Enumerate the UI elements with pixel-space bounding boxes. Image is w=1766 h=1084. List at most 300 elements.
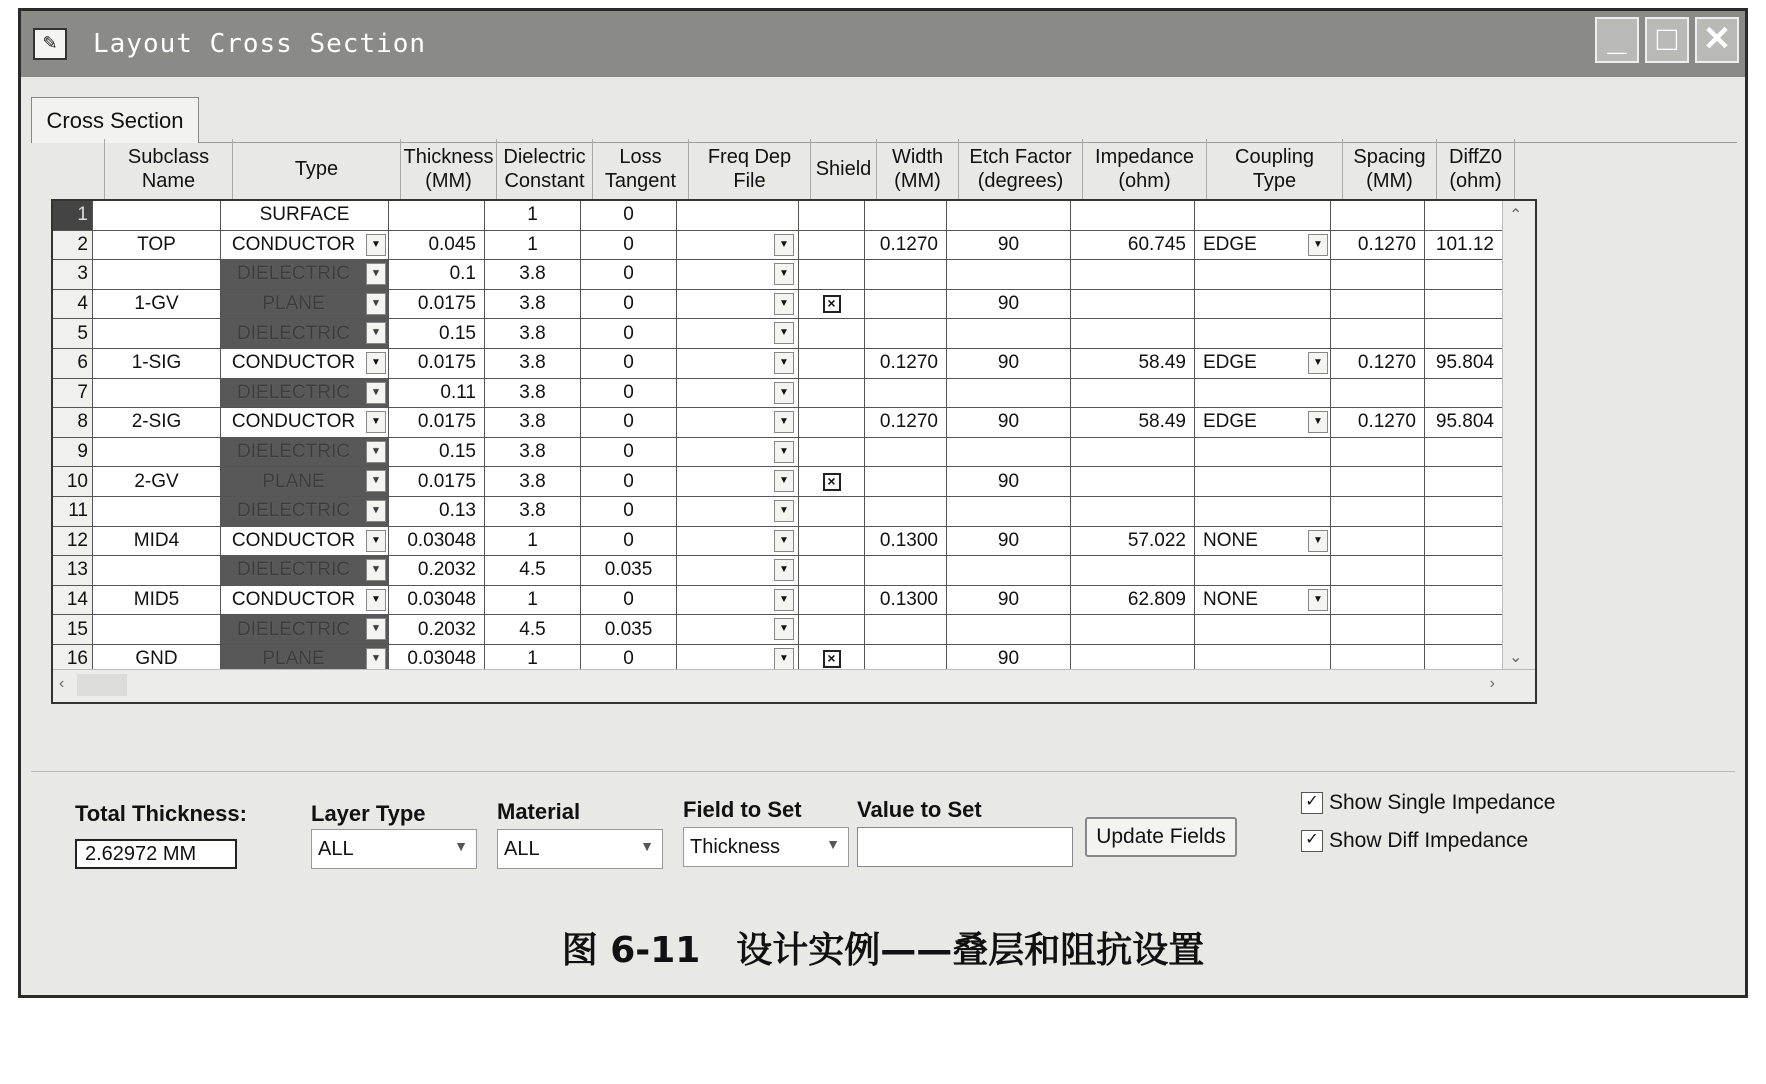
cell-freq[interactable] bbox=[677, 615, 799, 644]
table-row[interactable] bbox=[53, 290, 1503, 320]
cell-impedance[interactable] bbox=[1071, 379, 1195, 408]
cell-dielectric[interactable] bbox=[485, 319, 581, 348]
cell-etch[interactable] bbox=[947, 260, 1071, 289]
chevron-down-icon[interactable]: ▼ bbox=[1308, 530, 1328, 552]
cell-subclass[interactable] bbox=[93, 497, 221, 526]
chevron-down-icon[interactable]: ▼ bbox=[366, 293, 386, 315]
cell-type[interactable] bbox=[221, 290, 389, 319]
cell-coupling[interactable] bbox=[1195, 408, 1331, 437]
cell-freq[interactable] bbox=[677, 290, 799, 319]
update-fields-button[interactable]: Update Fields bbox=[1085, 817, 1237, 857]
cell-type[interactable] bbox=[221, 260, 389, 289]
cell-loss[interactable] bbox=[581, 349, 677, 378]
vertical-scrollbar[interactable] bbox=[1502, 201, 1535, 671]
cell-spacing[interactable] bbox=[1331, 319, 1425, 348]
cell-num bbox=[53, 438, 93, 467]
cell-subclass[interactable] bbox=[93, 290, 221, 319]
cell-text-width: 0.1270 bbox=[879, 233, 938, 255]
cell-subclass[interactable] bbox=[93, 556, 221, 585]
chevron-down-icon[interactable]: ▼ bbox=[774, 234, 794, 256]
table-row[interactable] bbox=[53, 201, 1503, 231]
chevron-down-icon[interactable]: ▼ bbox=[366, 500, 386, 522]
cell-shield[interactable] bbox=[799, 467, 865, 496]
cell-diffz0[interactable] bbox=[1425, 527, 1503, 556]
cell-freq[interactable] bbox=[677, 201, 799, 230]
cell-etch[interactable] bbox=[947, 408, 1071, 437]
cell-shield[interactable] bbox=[799, 556, 865, 585]
cell-type[interactable] bbox=[221, 408, 389, 437]
title-bar[interactable] bbox=[21, 11, 1745, 77]
table-row[interactable] bbox=[53, 586, 1503, 616]
cell-coupling[interactable] bbox=[1195, 527, 1331, 556]
chevron-down-icon[interactable]: ▼ bbox=[774, 500, 794, 522]
cell-subclass[interactable] bbox=[93, 586, 221, 615]
chevron-down-icon[interactable]: ▼ bbox=[366, 382, 386, 404]
cell-text-type: PLANE bbox=[262, 470, 325, 492]
cell-width[interactable] bbox=[865, 556, 947, 585]
cell-coupling[interactable] bbox=[1195, 586, 1331, 615]
cell-type[interactable] bbox=[221, 319, 389, 348]
table-row[interactable] bbox=[53, 319, 1503, 349]
cell-subclass[interactable] bbox=[93, 231, 221, 260]
table-row[interactable] bbox=[53, 438, 1503, 468]
cell-text-coupling: NONE bbox=[1203, 529, 1258, 551]
cell-etch[interactable] bbox=[947, 290, 1071, 319]
cell-subclass[interactable] bbox=[93, 408, 221, 437]
table-row[interactable] bbox=[53, 556, 1503, 586]
column-header-loss[interactable]: Loss Tangent bbox=[593, 139, 689, 199]
chevron-down-icon[interactable]: ▼ bbox=[774, 589, 794, 611]
cell-diffz0[interactable] bbox=[1425, 319, 1503, 348]
field-to-set-select[interactable] bbox=[683, 827, 849, 867]
cell-type[interactable] bbox=[221, 586, 389, 615]
column-header-diffz0[interactable]: DiffZ0 (ohm) bbox=[1437, 139, 1515, 199]
cell-subclass[interactable] bbox=[93, 319, 221, 348]
cell-thickness[interactable] bbox=[389, 349, 485, 378]
cell-thickness[interactable] bbox=[389, 497, 485, 526]
cell-width[interactable] bbox=[865, 438, 947, 467]
cell-width[interactable] bbox=[865, 586, 947, 615]
cell-shield[interactable] bbox=[799, 527, 865, 556]
cell-shield[interactable] bbox=[799, 231, 865, 260]
cell-loss[interactable] bbox=[581, 201, 677, 230]
horizontal-scrollbar[interactable] bbox=[53, 669, 1535, 702]
cell-loss[interactable] bbox=[581, 527, 677, 556]
table-row[interactable] bbox=[53, 615, 1503, 645]
cell-dielectric[interactable] bbox=[485, 556, 581, 585]
cell-type[interactable] bbox=[221, 556, 389, 585]
chevron-down-icon[interactable]: ▼ bbox=[774, 411, 794, 433]
cell-impedance[interactable] bbox=[1071, 497, 1195, 526]
column-header-width[interactable]: Width (MM) bbox=[877, 139, 959, 199]
cell-width[interactable] bbox=[865, 467, 947, 496]
cell-impedance[interactable] bbox=[1071, 201, 1195, 230]
column-header-thickness[interactable]: Thickness (MM) bbox=[401, 139, 497, 199]
cell-loss[interactable] bbox=[581, 379, 677, 408]
cell-dielectric[interactable] bbox=[485, 497, 581, 526]
shield-checkbox-icon[interactable]: × bbox=[823, 295, 841, 313]
cell-thickness[interactable] bbox=[389, 260, 485, 289]
cell-etch[interactable] bbox=[947, 231, 1071, 260]
cell-width[interactable] bbox=[865, 527, 947, 556]
cell-thickness[interactable] bbox=[389, 379, 485, 408]
cell-diffz0[interactable] bbox=[1425, 615, 1503, 644]
cell-diffz0[interactable] bbox=[1425, 497, 1503, 526]
cell-spacing[interactable] bbox=[1331, 290, 1425, 319]
cell-loss[interactable] bbox=[581, 408, 677, 437]
cell-freq[interactable] bbox=[677, 467, 799, 496]
cell-shield[interactable] bbox=[799, 260, 865, 289]
cell-coupling[interactable] bbox=[1195, 438, 1331, 467]
table-row[interactable] bbox=[53, 379, 1503, 409]
cell-impedance[interactable] bbox=[1071, 615, 1195, 644]
cell-text-loss: 0 bbox=[623, 470, 634, 492]
chevron-down-icon[interactable]: ▼ bbox=[826, 836, 840, 852]
cell-dielectric[interactable] bbox=[485, 586, 581, 615]
cell-loss[interactable] bbox=[581, 231, 677, 260]
cell-subclass[interactable] bbox=[93, 349, 221, 378]
cell-coupling[interactable] bbox=[1195, 497, 1331, 526]
cell-spacing[interactable] bbox=[1331, 556, 1425, 585]
cell-impedance[interactable] bbox=[1071, 319, 1195, 348]
cell-loss[interactable] bbox=[581, 290, 677, 319]
cell-thickness[interactable] bbox=[389, 408, 485, 437]
cell-coupling[interactable] bbox=[1195, 319, 1331, 348]
cell-spacing[interactable] bbox=[1331, 201, 1425, 230]
cell-etch[interactable] bbox=[947, 527, 1071, 556]
chevron-down-icon[interactable]: ▼ bbox=[1308, 411, 1328, 433]
cell-diffz0[interactable] bbox=[1425, 408, 1503, 437]
cell-shield[interactable] bbox=[799, 349, 865, 378]
chevron-down-icon[interactable]: ▼ bbox=[366, 559, 386, 581]
cell-spacing[interactable] bbox=[1331, 527, 1425, 556]
cell-shield[interactable] bbox=[799, 497, 865, 526]
cell-thickness[interactable] bbox=[389, 319, 485, 348]
cell-impedance[interactable] bbox=[1071, 408, 1195, 437]
cell-spacing[interactable] bbox=[1331, 615, 1425, 644]
column-header-type[interactable]: Type bbox=[233, 139, 401, 199]
chevron-down-icon[interactable]: ▼ bbox=[774, 352, 794, 374]
chevron-down-icon[interactable]: ▼ bbox=[366, 234, 386, 256]
chevron-down-icon[interactable]: ▼ bbox=[774, 322, 794, 344]
checkmark-icon[interactable]: ✓ bbox=[1301, 830, 1323, 852]
cell-etch[interactable] bbox=[947, 556, 1071, 585]
cell-dielectric[interactable] bbox=[485, 260, 581, 289]
cell-thickness[interactable] bbox=[389, 201, 485, 230]
cell-subclass[interactable] bbox=[93, 615, 221, 644]
chevron-down-icon[interactable]: ▼ bbox=[640, 838, 654, 854]
column-header-spacing[interactable]: Spacing (MM) bbox=[1343, 139, 1437, 199]
cell-diffz0[interactable] bbox=[1425, 586, 1503, 615]
cell-impedance[interactable] bbox=[1071, 467, 1195, 496]
column-header-dielectric[interactable]: Dielectric Constant bbox=[497, 139, 593, 199]
cell-etch[interactable] bbox=[947, 438, 1071, 467]
cell-coupling[interactable] bbox=[1195, 201, 1331, 230]
chevron-down-icon[interactable]: ▼ bbox=[774, 293, 794, 315]
cell-width[interactable] bbox=[865, 615, 947, 644]
cell-width[interactable] bbox=[865, 349, 947, 378]
cell-etch[interactable] bbox=[947, 497, 1071, 526]
cell-thickness[interactable] bbox=[389, 527, 485, 556]
cell-loss[interactable] bbox=[581, 438, 677, 467]
cell-impedance[interactable] bbox=[1071, 556, 1195, 585]
chevron-down-icon[interactable]: ▼ bbox=[774, 470, 794, 492]
scroll-left-icon[interactable]: ‹ bbox=[59, 675, 65, 692]
cell-shield[interactable] bbox=[799, 290, 865, 319]
cell-freq[interactable] bbox=[677, 379, 799, 408]
column-header-impedance[interactable]: Impedance (ohm) bbox=[1083, 139, 1207, 199]
cell-shield[interactable] bbox=[799, 586, 865, 615]
cell-thickness[interactable] bbox=[389, 615, 485, 644]
cell-etch[interactable] bbox=[947, 467, 1071, 496]
cell-dielectric[interactable] bbox=[485, 467, 581, 496]
cell-spacing[interactable] bbox=[1331, 438, 1425, 467]
maximize-button[interactable]: □ bbox=[1645, 17, 1689, 63]
chevron-down-icon[interactable]: ▼ bbox=[1308, 234, 1328, 256]
cell-thickness[interactable] bbox=[389, 467, 485, 496]
chevron-down-icon[interactable]: ▼ bbox=[454, 838, 468, 854]
cell-spacing[interactable] bbox=[1331, 467, 1425, 496]
table-row[interactable] bbox=[53, 260, 1503, 290]
shield-checkbox-icon[interactable]: × bbox=[823, 650, 841, 668]
cell-spacing[interactable] bbox=[1331, 349, 1425, 378]
cell-width[interactable] bbox=[865, 379, 947, 408]
cell-text-type: DIELECTRIC bbox=[237, 618, 350, 640]
cell-coupling[interactable] bbox=[1195, 379, 1331, 408]
cell-diffz0[interactable] bbox=[1425, 231, 1503, 260]
cell-impedance[interactable] bbox=[1071, 527, 1195, 556]
layer-type-select[interactable] bbox=[311, 829, 477, 869]
cell-coupling[interactable] bbox=[1195, 615, 1331, 644]
cell-shield[interactable] bbox=[799, 408, 865, 437]
cell-diffz0[interactable] bbox=[1425, 260, 1503, 289]
cross-section-grid[interactable] bbox=[51, 199, 1537, 704]
column-header-num[interactable] bbox=[65, 139, 105, 199]
cell-thickness[interactable] bbox=[389, 290, 485, 319]
cell-dielectric[interactable] bbox=[485, 438, 581, 467]
table-row[interactable] bbox=[53, 527, 1503, 557]
show-diff-impedance-checkbox[interactable] bbox=[1301, 829, 1528, 853]
cell-type[interactable] bbox=[221, 615, 389, 644]
chevron-down-icon[interactable]: ▼ bbox=[366, 352, 386, 374]
cell-dielectric[interactable] bbox=[485, 379, 581, 408]
horizontal-scroll-thumb[interactable] bbox=[77, 674, 127, 696]
column-header-etch[interactable]: Etch Factor (degrees) bbox=[959, 139, 1083, 199]
cell-etch[interactable] bbox=[947, 586, 1071, 615]
cell-dielectric[interactable] bbox=[485, 349, 581, 378]
cell-coupling[interactable] bbox=[1195, 290, 1331, 319]
chevron-down-icon[interactable]: ▼ bbox=[366, 618, 386, 640]
cell-thickness[interactable] bbox=[389, 438, 485, 467]
material-select[interactable] bbox=[497, 829, 663, 869]
cell-width[interactable] bbox=[865, 408, 947, 437]
cell-spacing[interactable] bbox=[1331, 379, 1425, 408]
cell-coupling[interactable] bbox=[1195, 349, 1331, 378]
table-row[interactable] bbox=[53, 231, 1503, 261]
cell-loss[interactable] bbox=[581, 497, 677, 526]
cell-num bbox=[53, 408, 93, 437]
chevron-down-icon[interactable]: ▼ bbox=[774, 441, 794, 463]
cell-type[interactable] bbox=[221, 527, 389, 556]
cell-spacing[interactable] bbox=[1331, 231, 1425, 260]
cell-freq[interactable] bbox=[677, 527, 799, 556]
scroll-up-icon[interactable]: ⌃ bbox=[1509, 207, 1523, 224]
cell-dielectric[interactable] bbox=[485, 231, 581, 260]
cell-subclass[interactable] bbox=[93, 527, 221, 556]
cell-coupling[interactable] bbox=[1195, 556, 1331, 585]
chevron-down-icon[interactable]: ▼ bbox=[366, 263, 386, 285]
value-to-set-input[interactable] bbox=[857, 827, 1073, 867]
cell-width[interactable] bbox=[865, 290, 947, 319]
chevron-down-icon[interactable]: ▼ bbox=[366, 322, 386, 344]
cell-width[interactable] bbox=[865, 319, 947, 348]
cell-loss[interactable] bbox=[581, 615, 677, 644]
cell-freq[interactable] bbox=[677, 260, 799, 289]
chevron-down-icon[interactable]: ▼ bbox=[774, 648, 794, 670]
cell-thickness[interactable] bbox=[389, 556, 485, 585]
cell-diffz0[interactable] bbox=[1425, 201, 1503, 230]
cell-impedance[interactable] bbox=[1071, 260, 1195, 289]
cell-diffz0[interactable] bbox=[1425, 379, 1503, 408]
chevron-down-icon[interactable]: ▼ bbox=[774, 263, 794, 285]
cell-freq[interactable] bbox=[677, 231, 799, 260]
cell-loss[interactable] bbox=[581, 556, 677, 585]
chevron-down-icon[interactable]: ▼ bbox=[366, 411, 386, 433]
cell-type[interactable] bbox=[221, 349, 389, 378]
cell-impedance[interactable] bbox=[1071, 290, 1195, 319]
cell-freq[interactable] bbox=[677, 319, 799, 348]
cell-thickness[interactable] bbox=[389, 586, 485, 615]
cell-diffz0[interactable] bbox=[1425, 556, 1503, 585]
cell-text-diffz0: 101.12 bbox=[1435, 233, 1494, 255]
cell-shield[interactable] bbox=[799, 201, 865, 230]
cell-diffz0[interactable] bbox=[1425, 438, 1503, 467]
cell-impedance[interactable] bbox=[1071, 231, 1195, 260]
scroll-down-icon[interactable]: ⌄ bbox=[1509, 649, 1523, 666]
cell-etch[interactable] bbox=[947, 319, 1071, 348]
shield-checkbox-icon[interactable]: × bbox=[823, 473, 841, 491]
cell-spacing[interactable] bbox=[1331, 586, 1425, 615]
cell-width[interactable] bbox=[865, 260, 947, 289]
cell-dielectric[interactable] bbox=[485, 201, 581, 230]
cell-dielectric[interactable] bbox=[485, 527, 581, 556]
cell-width[interactable] bbox=[865, 231, 947, 260]
cell-loss[interactable] bbox=[581, 260, 677, 289]
chevron-down-icon[interactable]: ▼ bbox=[774, 530, 794, 552]
cell-coupling[interactable] bbox=[1195, 231, 1331, 260]
cell-spacing[interactable] bbox=[1331, 497, 1425, 526]
chevron-down-icon[interactable]: ▼ bbox=[774, 618, 794, 640]
checkmark-icon[interactable]: ✓ bbox=[1301, 792, 1323, 814]
cell-shield[interactable] bbox=[799, 615, 865, 644]
cell-coupling[interactable] bbox=[1195, 260, 1331, 289]
cell-etch[interactable] bbox=[947, 379, 1071, 408]
cell-loss[interactable] bbox=[581, 319, 677, 348]
cell-diffz0[interactable] bbox=[1425, 467, 1503, 496]
cell-shield[interactable] bbox=[799, 319, 865, 348]
chevron-down-icon[interactable]: ▼ bbox=[1308, 352, 1328, 374]
cell-num bbox=[53, 319, 93, 348]
chevron-down-icon[interactable]: ▼ bbox=[1308, 589, 1328, 611]
cell-etch[interactable] bbox=[947, 349, 1071, 378]
cell-freq[interactable] bbox=[677, 586, 799, 615]
cell-type[interactable] bbox=[221, 438, 389, 467]
chevron-down-icon[interactable]: ▼ bbox=[774, 559, 794, 581]
cell-text-impedance: 60.745 bbox=[1127, 233, 1186, 255]
table-row[interactable] bbox=[53, 408, 1503, 438]
chevron-down-icon[interactable]: ▼ bbox=[366, 530, 386, 552]
column-header-coupling[interactable]: Coupling Type bbox=[1207, 139, 1343, 199]
chevron-down-icon[interactable]: ▼ bbox=[366, 470, 386, 492]
column-header-subclass[interactable]: Subclass Name bbox=[105, 139, 233, 199]
cell-loss[interactable] bbox=[581, 467, 677, 496]
cell-freq[interactable] bbox=[677, 349, 799, 378]
cell-type[interactable] bbox=[221, 379, 389, 408]
chevron-down-icon[interactable]: ▼ bbox=[774, 382, 794, 404]
column-header-freq[interactable]: Freq Dep File bbox=[689, 139, 811, 199]
cell-freq[interactable] bbox=[677, 556, 799, 585]
cell-freq[interactable] bbox=[677, 408, 799, 437]
cell-freq[interactable] bbox=[677, 438, 799, 467]
cell-shield[interactable] bbox=[799, 379, 865, 408]
table-row[interactable] bbox=[53, 467, 1503, 497]
minimize-button[interactable]: _ bbox=[1595, 17, 1639, 63]
cell-dielectric[interactable] bbox=[485, 615, 581, 644]
cell-width[interactable] bbox=[865, 497, 947, 526]
cell-freq[interactable] bbox=[677, 497, 799, 526]
cell-spacing[interactable] bbox=[1331, 408, 1425, 437]
table-row[interactable] bbox=[53, 349, 1503, 379]
cell-subclass[interactable] bbox=[93, 438, 221, 467]
cell-diffz0[interactable] bbox=[1425, 290, 1503, 319]
cell-text-loss: 0 bbox=[623, 411, 634, 433]
cell-text-impedance: 58.49 bbox=[1138, 352, 1186, 374]
cell-dielectric[interactable] bbox=[485, 408, 581, 437]
cell-width[interactable] bbox=[865, 201, 947, 230]
cell-subclass[interactable] bbox=[93, 379, 221, 408]
scroll-right-icon[interactable]: › bbox=[1489, 675, 1495, 692]
cell-diffz0[interactable] bbox=[1425, 349, 1503, 378]
cell-etch[interactable] bbox=[947, 201, 1071, 230]
cell-subclass[interactable] bbox=[93, 467, 221, 496]
column-header-shield[interactable]: Shield bbox=[811, 139, 877, 199]
cell-loss[interactable] bbox=[581, 586, 677, 615]
cell-etch[interactable] bbox=[947, 615, 1071, 644]
chevron-down-icon[interactable]: ▼ bbox=[366, 589, 386, 611]
cell-thickness[interactable] bbox=[389, 231, 485, 260]
cell-type[interactable] bbox=[221, 201, 389, 230]
cell-impedance[interactable] bbox=[1071, 586, 1195, 615]
cell-type[interactable] bbox=[221, 467, 389, 496]
cell-spacing[interactable] bbox=[1331, 260, 1425, 289]
cell-shield[interactable] bbox=[799, 438, 865, 467]
show-single-impedance-checkbox[interactable] bbox=[1301, 791, 1555, 815]
table-row[interactable] bbox=[53, 497, 1503, 527]
cell-num bbox=[53, 231, 93, 260]
close-button[interactable]: ✕ bbox=[1695, 17, 1739, 63]
cell-type[interactable] bbox=[221, 231, 389, 260]
cell-type[interactable] bbox=[221, 497, 389, 526]
chevron-down-icon[interactable]: ▼ bbox=[366, 648, 386, 670]
cell-dielectric[interactable] bbox=[485, 290, 581, 319]
cell-impedance[interactable] bbox=[1071, 349, 1195, 378]
cell-coupling[interactable] bbox=[1195, 467, 1331, 496]
chevron-down-icon[interactable]: ▼ bbox=[366, 441, 386, 463]
cell-subclass[interactable] bbox=[93, 260, 221, 289]
tab-cross-section[interactable]: Cross Section bbox=[31, 97, 199, 143]
cell-impedance[interactable] bbox=[1071, 438, 1195, 467]
cell-subclass[interactable] bbox=[93, 201, 221, 230]
